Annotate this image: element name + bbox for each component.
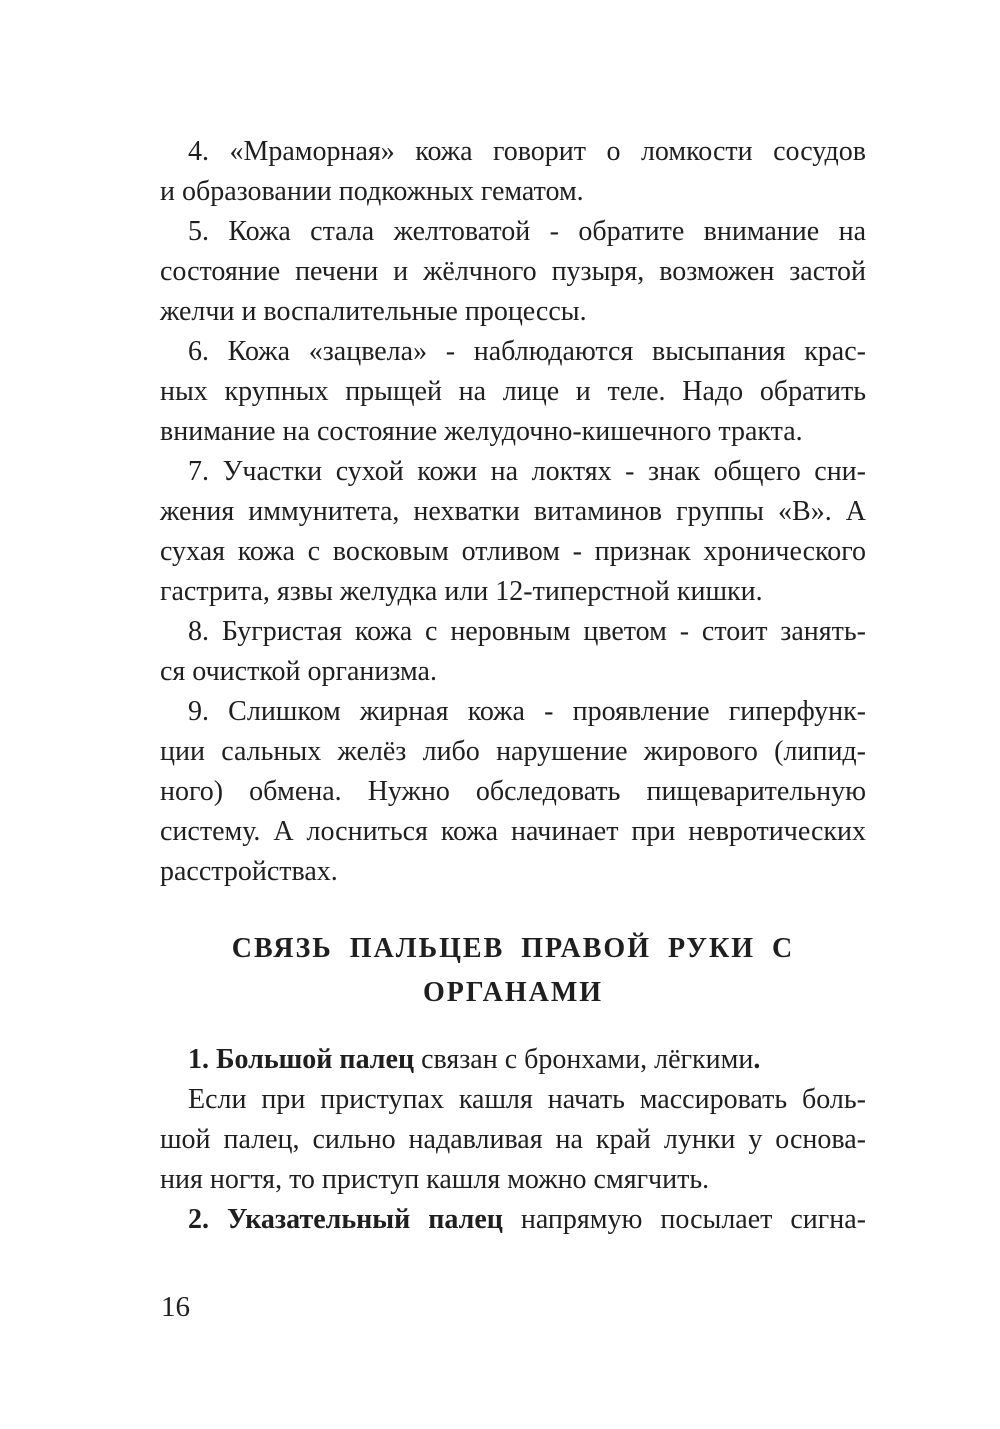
text-segment: ции сальных желёз либо нарушение жирового (липид- [160,736,866,767]
heading-line [160,927,866,971]
text-line [160,532,866,572]
text-column [160,132,866,1240]
text-line [160,612,866,652]
text-segment: 6. Кожа «зацвела» - наблюдаются высыпания крас- [188,336,866,367]
text-line [160,772,866,812]
text-line [160,172,866,212]
text-segment: шой палец, сильно надавливая на край лунки у основа- [160,1124,866,1155]
text-line [160,1040,866,1080]
text-segment: расстройствах. [160,856,338,887]
finger-item-2 [160,1200,866,1240]
text-segment: 7. Участки сухой кожи на локтях - знак общего сни- [188,456,866,487]
text-line [160,1080,866,1120]
text-line [160,1200,866,1240]
text-line [160,492,866,532]
finger-item-1 [160,1040,866,1080]
text-line [160,412,866,452]
text-segment: состояние печени и жёлчного пузыря, возможен застой [160,256,866,287]
text-line [160,732,866,772]
text-line [160,332,866,372]
text-line [160,372,866,412]
bold-text-segment: . [753,1044,761,1075]
text-segment: сухая кожа с восковым отливом - признак хронического [160,536,866,567]
text-segment: связан с бронхами, лёгкими [414,1044,754,1075]
text-segment: систему. А лосниться кожа начинает при невротических [160,816,866,847]
text-segment: 8. Бугристая кожа с неровным цветом - стоит занять- [188,616,866,647]
text-segment: напрямую посылает сигна- [502,1204,866,1235]
text-line [160,852,866,892]
page-number: 16 [161,1291,190,1323]
text-segment: 9. Слишком жирная кожа - проявление гиперфунк- [188,696,866,727]
skin-item-8 [160,612,866,692]
skin-item-7 [160,452,866,612]
text-line [160,1160,866,1200]
section-heading [160,927,866,1015]
text-line [160,1120,866,1160]
text-segment: Если при приступах кашля начать массировать боль- [188,1084,866,1115]
text-line [160,692,866,732]
bold-text-segment: 1. Большой палец [188,1044,415,1075]
bold-text-segment: ОРГАНАМИ [422,977,604,1008]
text-segment: 5. Кожа стала желтоватой - обратите внимание на [188,216,866,247]
text-segment: и образовании подкожных гематом. [160,176,584,207]
text-line [160,452,866,492]
text-segment: желчи и воспалительные процессы. [160,296,587,327]
text-segment: жения иммунитета, нехватки витаминов группы «В». А [160,496,866,527]
text-segment: ся очисткой организма. [160,656,437,687]
text-line [160,292,866,332]
text-segment: ного) обмена. Нужно обследовать пищеварительную [160,776,866,807]
bold-text-segment: СВЯЗЬ ПАЛЬЦЕВ ПРАВОЙ РУКИ С [231,933,795,964]
heading-line [160,971,866,1015]
text-line [160,652,866,692]
text-line [160,132,866,172]
text-line [160,212,866,252]
text-segment: внимание на состояние желудочно-кишечного тракта. [160,416,803,447]
skin-item-9 [160,692,866,892]
text-segment: ных крупных прыщей на лице и теле. Надо обратить [160,376,866,407]
text-line [160,812,866,852]
skin-item-6 [160,332,866,452]
text-segment: гастрита, язвы желудка или 12-типерстной кишки. [160,576,763,607]
text-segment: ния ногтя, то приступ кашля можно смягчить. [160,1164,710,1195]
text-line [160,252,866,292]
text-line [160,572,866,612]
skin-item-5 [160,212,866,332]
text-segment: 4. «Мраморная» кожа говорит о ломкости сосудов [188,136,866,167]
bold-text-segment: 2. Указательный палец [188,1204,503,1235]
skin-item-4 [160,132,866,212]
finger-item-1-description [160,1080,866,1200]
